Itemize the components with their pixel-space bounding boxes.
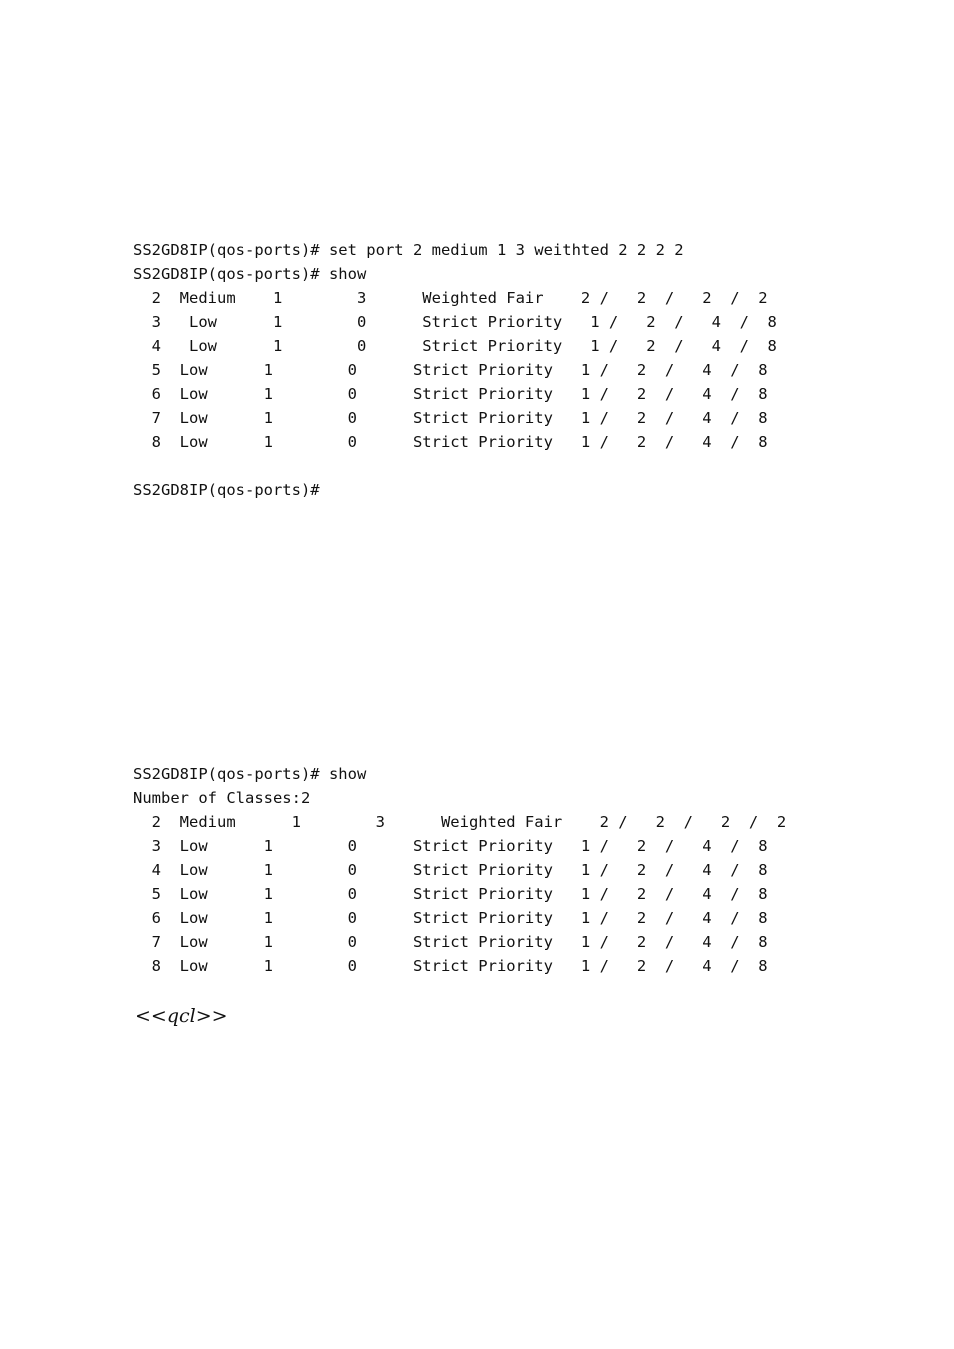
console-line: 8 Low 1 0 Strict Priority 1 / 2 / 4 / 8 [133,957,768,975]
console-line: 2 Medium 1 3 Weighted Fair 2 / 2 / 2 / 2 [133,813,787,831]
console-line: 7 Low 1 0 Strict Priority 1 / 2 / 4 / 8 [133,409,768,427]
console-line: 4 Low 1 0 Strict Priority 1 / 2 / 4 / 8 [133,337,777,355]
console-line: 6 Low 1 0 Strict Priority 1 / 2 / 4 / 8 [133,909,768,927]
console-line: 3 Low 1 0 Strict Priority 1 / 2 / 4 / 8 [133,313,777,331]
console-line: SS2GD8IP(qos-ports)# set port 2 medium 1 3 weithted 2 2 2 2 [133,241,684,259]
console-line: SS2GD8IP(qos-ports)# show [133,765,367,783]
console-line: 8 Low 1 0 Strict Priority 1 / 2 / 4 / 8 [133,433,768,451]
console-line: 2 Medium 1 3 Weighted Fair 2 / 2 / 2 / 2 [133,289,768,307]
console-line: 3 Low 1 0 Strict Priority 1 / 2 / 4 / 8 [133,837,768,855]
console-line: Number of Classes:2 [133,789,311,807]
console-line [133,454,777,478]
console-output-block-2 [133,762,786,978]
console-line: 6 Low 1 0 Strict Priority 1 / 2 / 4 / 8 [133,385,768,403]
console-line: 5 Low 1 0 Strict Priority 1 / 2 / 4 / 8 [133,361,768,379]
console-line: 5 Low 1 0 Strict Priority 1 / 2 / 4 / 8 [133,885,768,903]
console-line: SS2GD8IP(qos-ports)# show [133,265,367,283]
console-line: SS2GD8IP(qos-ports)# [133,481,320,499]
console-line: 4 Low 1 0 Strict Priority 1 / 2 / 4 / 8 [133,861,768,879]
console-output-block-1 [133,238,777,502]
section-heading-qcl: <<qcl>> [135,1005,228,1027]
console-line: 7 Low 1 0 Strict Priority 1 / 2 / 4 / 8 [133,933,768,951]
